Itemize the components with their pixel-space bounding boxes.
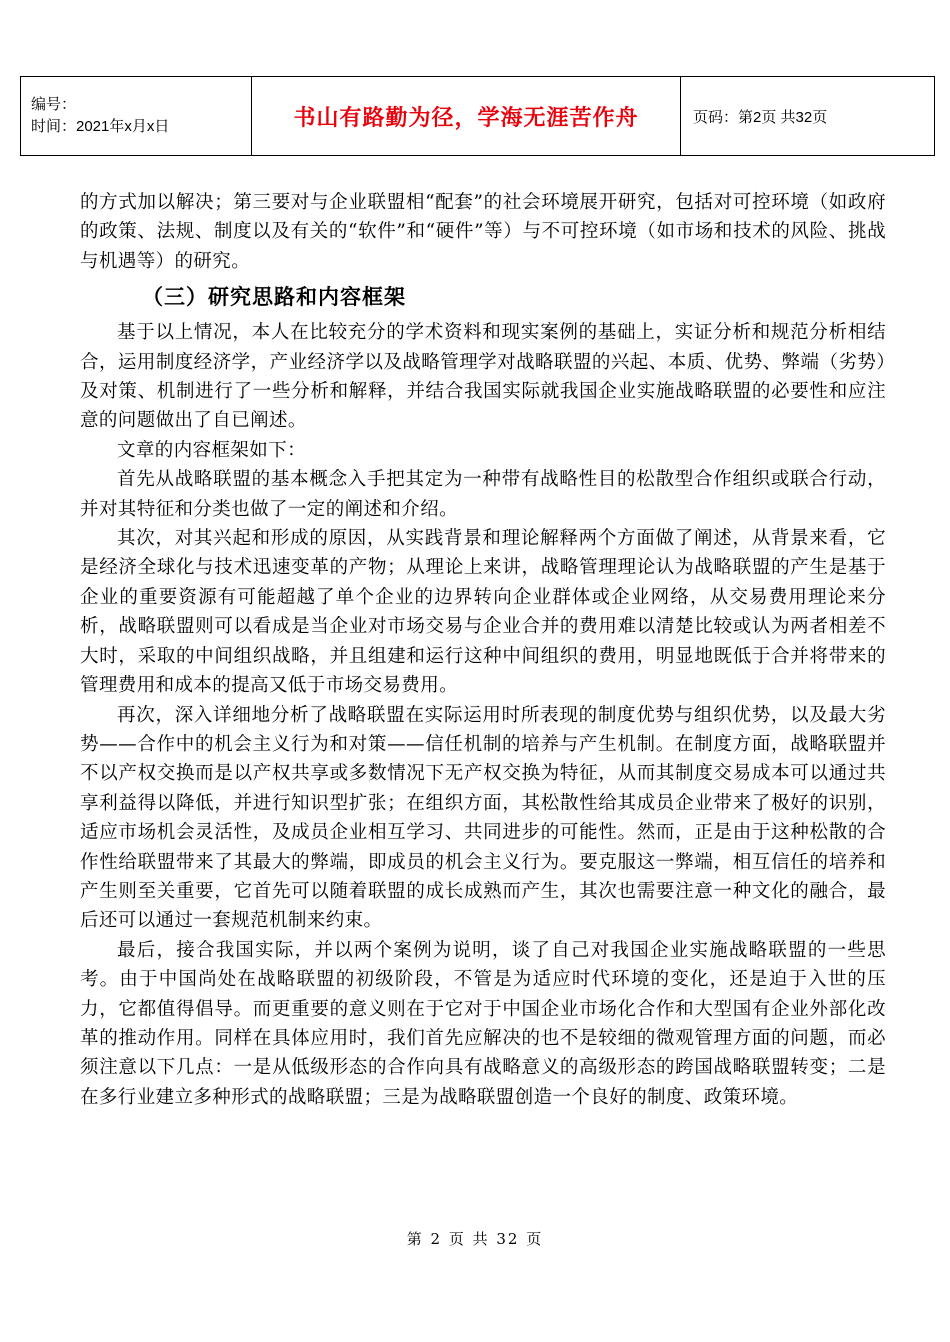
document-body bbox=[80, 188, 886, 1112]
body-paragraph-intro: 的方式加以解决；第三要对与企业联盟相“配套”的社会环境展开研究，包括对可控环境（如政府的政策、法规、制度以及有关的“软件”和“硬件”等）与不可控环境（如市场和技术的风险、挑战与机遇等）的研究。 bbox=[80, 192, 886, 272]
header-page-cell bbox=[681, 77, 935, 156]
body-paragraph-2: 文章的内容框架如下： bbox=[117, 439, 307, 461]
header-motto-cell bbox=[252, 77, 681, 156]
page-footer: 第 2 页 共 32 页 bbox=[406, 1230, 544, 1248]
section-heading: （三）研究思路和内容框架 bbox=[142, 285, 406, 310]
page-header bbox=[20, 76, 935, 156]
document-number-label: 编号： bbox=[31, 96, 77, 113]
header-meta-cell bbox=[21, 77, 252, 156]
header-motto: 书山有路勤为径，学海无涯苦作舟 bbox=[293, 105, 639, 131]
body-paragraph-3: 首先从战略联盟的基本概念入手把其定为一种带有战略性目的松散型合作组织或联合行动，并对其特征和分类也做了一定的阐述和介绍。 bbox=[80, 469, 886, 520]
body-paragraph-5: 再次，深入详细地分析了战略联盟在实际运用时所表现的制度优势与组织优势，以及最大劣势——合作中的机会主义行为和对策——信任机制的培养与产生机制。在制度方面，战略联盟并不以产权交换而是以产权共享或多数情况下无产权交换为特征，从而其制度交易成本可以通过共享利益得以降低，并进行知识型扩张；在组织方面，其松散性给其成员企业带来了极好的识别，适应市场机会灵活性，及成员企业相互学习、共同进步的可能性。然而，正是由于这种松散的合作性给联盟带来了其最大的弊端，即成员的机会主义行为。要克服这一弊端，相互信任的培养和产生则至关重要，它首先可以随着联盟的成长成熟而产生，其次也需要注意一种文化的融合，最后还可以通过一套规范机制来约束。 bbox=[80, 704, 886, 932]
body-paragraph-1: 基于以上情况，本人在比较充分的学术资料和现实案例的基础上，实证分析和规范分析相结合，运用制度经济学，产业经济学以及战略管理学对战略联盟的兴起、本质、优势、弊端（劣势）及对策、机制进行了一些分析和解释，并结合我国实际就我国企业实施战略联盟的必要性和应注意的问题做出了自已阐述。 bbox=[80, 322, 886, 432]
document-date-label: 时间：2021年x月x日 bbox=[31, 118, 170, 135]
body-paragraph-4: 其次，对其兴起和形成的原因，从实践背景和理论解释两个方面做了阐述，从背景来看，它是经济全球化与技术迅速变革的产物；从理论上来讲，战略管理理论认为战略联盟的产生是基于企业的重要资源有可能超越了单个企业的边界转向企业群体或企业网络，从交易费用理论来分析，战略联盟则可以看成是当企业对市场交易与企业合并的费用难以清楚比较或认为两者相差不大时，采取的中间组织战略，并且组建和运行这种中间组织的费用，明显地既低于合并将带来的管理费用和成本的提高又低于市场交易费用。 bbox=[80, 528, 886, 697]
body-paragraph-6: 最后，接合我国实际，并以两个案例为说明，谈了自己对我国企业实施战略联盟的一些思考。由于中国尚处在战略联盟的初级阶段，不管是为适应时代环境的变化，还是迫于入世的压力，它都值得倡导。而更重要的意义则在于它对于中国企业市场化合作和大型国有企业外部化改革的推动作用。同样在具体应用时，我们首先应解决的也不是较细的微观管理方面的问题，而必须注意以下几点：一是从低级形态的合作向具有战略意义的高级形态的跨国战略联盟转变；二是在多行业建立多种形式的战略联盟；三是为战略联盟创造一个良好的制度、政策环境。 bbox=[80, 939, 886, 1108]
header-page-number: 页码：第2页 共32页 bbox=[693, 108, 828, 126]
